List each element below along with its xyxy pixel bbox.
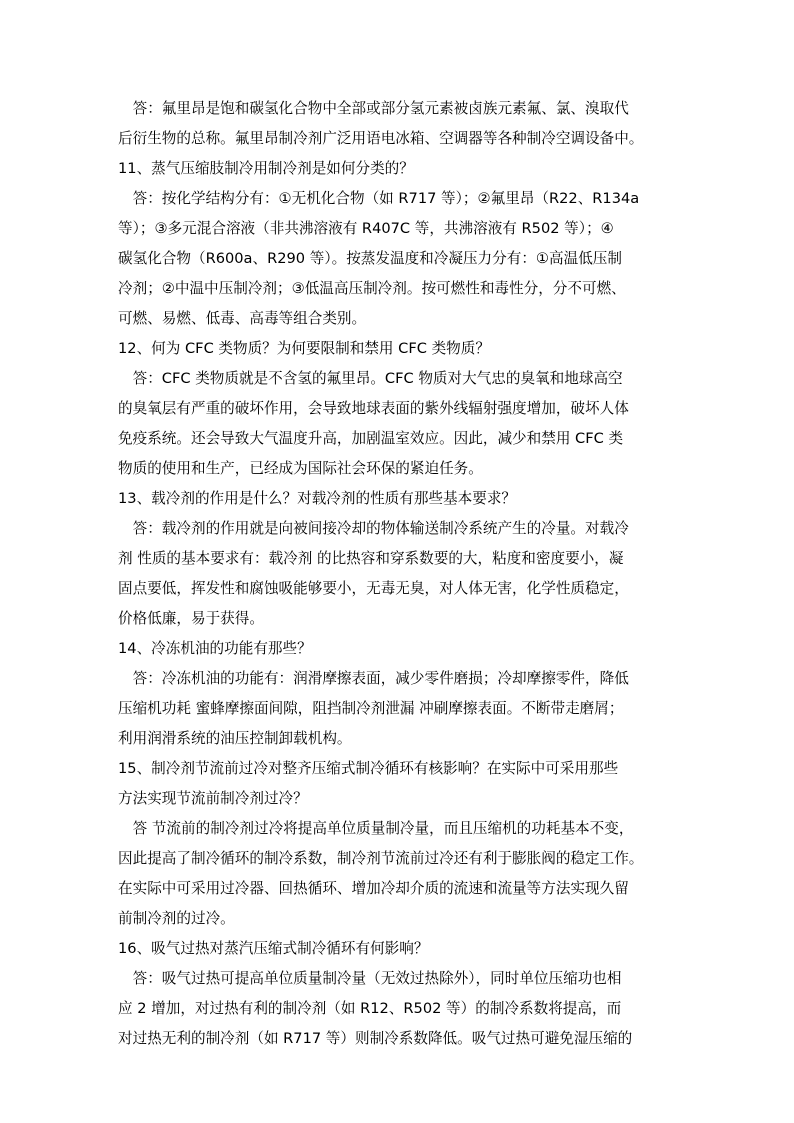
text-line: 价格低廉，易于获得。 — [118, 610, 264, 627]
text-line: 压缩机功耗 蜜蜂摩擦面间隙，阻挡制冷剂泄漏 冲刷摩擦表面。不断带走磨屑； — [118, 700, 624, 717]
text-line: 答：吸气过热可提高单位质量制冷量（无效过热除外），同时单位压缩功也相 — [118, 970, 622, 987]
text-line: 前制冷剂的过冷。 — [118, 910, 235, 927]
text-line: 答：按化学结构分有：①无机化合物（如 R717 等）；②氟里昂（R22、R134a — [118, 190, 640, 207]
question-heading: 方法实现节流前制冷剂过冷？ — [118, 790, 308, 807]
text-line: 答：冷冻机油的功能有：润滑摩擦表面，减少零件磨损；冷却摩擦零件，降低 — [118, 670, 629, 687]
text-line: 后衍生物的总称。氟里昂制冷剂广泛用语电冰箱、空调器等各种制冷空调设备中。 — [118, 130, 644, 147]
question-heading: 14、冷冻机油的功能有那些？ — [118, 640, 312, 657]
question-heading: 13、载冷剂的作用是什么？对载冷剂的性质有那些基本要求？ — [118, 490, 517, 507]
text-line: 因此提高了制冷循环的制冷系数，制冷剂节流前过冷还有利于膨胀阀的稳定工作。 — [118, 850, 644, 867]
text-line: 物质的使用和生产，已经成为国际社会环保的紧迫任务。 — [118, 460, 483, 477]
question-heading: 15、制冷剂节流前过冷对整齐压缩式制冷循环有核影响？在实际中可采用那些 — [118, 760, 619, 777]
text-line: 答：载冷剂的作用就是向被间接冷却的物体输送制冷系统产生的冷量。对载冷 — [118, 520, 629, 537]
text-line: 利用润滑系统的油压控制卸载机构。 — [118, 730, 352, 747]
text-line: 答 节流前的制冷剂过冷将提高单位质量制冷量，而且压缩机的功耗基本不变， — [118, 820, 634, 837]
question-heading: 12、何为 CFC 类物质？为何要限制和禁用 CFC 类物质？ — [118, 340, 490, 357]
text-line: 剂 性质的基本要求有：载冷剂 的比热容和穿系数要的大，粘度和密度要小，凝 — [118, 550, 624, 567]
text-line: 在实际中可采用过冷器、回热循环、增加冷却介质的流速和流量等方法实现久留 — [118, 880, 629, 897]
document-body — [118, 94, 678, 1054]
question-heading: 16、吸气过热对蒸汽压缩式制冷循环有何影响？ — [118, 940, 429, 957]
text-line: 免疫系统。还会导致大气温度升高，加剧温室效应。因此，减少和禁用 CFC 类 — [118, 430, 624, 447]
text-line: 的臭氧层有严重的破坏作用，会导致地球表面的紫外线辐射强度增加，破坏人体 — [118, 400, 629, 417]
text-line: 答：氟里昂是饱和碳氢化合物中全部或部分氢元素被卤族元素氟、氯、溴取代 — [118, 100, 629, 117]
text-line: 对过热无利的制冷剂（如 R717 等）则制冷系数降低。吸气过热可避免湿压缩的 — [118, 1030, 633, 1047]
text-line: 可燃、易燃、低毒、高毒等组合类别。 — [118, 310, 367, 327]
text-line: 等）；③多元混合溶液（非共沸溶液有 R407C 等，共沸溶液有 R502 等）；④ — [118, 220, 614, 237]
text-line: 答：CFC 类物质就是不含氢的氟里昂。CFC 物质对大气忠的臭氧和地球高空 — [118, 370, 623, 387]
text-line: 碳氢化合物（R600a、R290 等）。按蒸发温度和冷凝压力分有：①高温低压制 — [118, 250, 622, 267]
question-heading: 11、蒸气压缩肢制冷用制冷剂是如何分类的？ — [118, 160, 414, 177]
text-line: 固点要低，挥发性和腐蚀吸能够要小，无毒无臭，对人体无害，化学性质稳定， — [118, 580, 629, 597]
text-line: 应 2 增加，对过热有利的制冷剂（如 R12、R502 等）的制冷系数将提高，而 — [118, 1000, 622, 1017]
text-line: 冷剂；②中温中压制冷剂；③低温高压制冷剂。按可燃性和毒性分，分不可燃、 — [118, 280, 626, 297]
